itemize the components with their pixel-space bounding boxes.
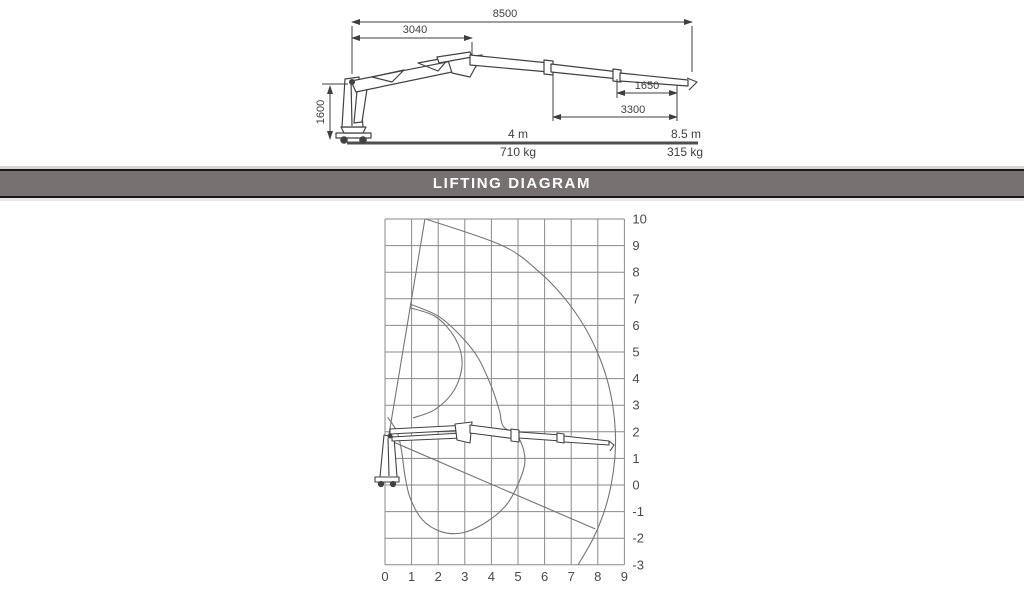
dim-column-height: 1600	[315, 99, 327, 125]
dim-extension-total: 3300	[620, 104, 646, 116]
dim-overall-length: 8500	[492, 8, 518, 20]
dim-first-boom: 3040	[402, 24, 428, 36]
lifting-diagram-section	[0, 200, 1024, 600]
section-banner	[0, 169, 1024, 198]
series-mid-extension-hook-envelope	[388, 304, 525, 534]
crane-dimension-drawing	[0, 0, 1024, 170]
y-axis-tick-labels	[632, 212, 646, 573]
x-axis-tick-labels	[381, 569, 628, 584]
svg-text:7: 7	[632, 291, 640, 307]
svg-text:2: 2	[434, 568, 442, 584]
svg-text:10: 10	[632, 211, 647, 227]
svg-text:0: 0	[381, 568, 389, 584]
chart-envelope-curves	[388, 219, 616, 565]
chart-grid	[385, 219, 624, 565]
lifting-chart-svg	[0, 200, 1024, 600]
series-min-radius-hook-envelope	[410, 308, 462, 418]
svg-text:0: 0	[632, 477, 640, 493]
capacity-label-710kg: 710 kg	[499, 145, 537, 159]
svg-text:1: 1	[407, 568, 416, 584]
svg-text:9: 9	[620, 568, 629, 584]
svg-text:-1: -1	[632, 504, 644, 520]
svg-text:4: 4	[487, 568, 496, 584]
svg-text:-3: -3	[632, 557, 644, 573]
series-max-reach-envelope	[426, 219, 616, 565]
svg-text:-2: -2	[632, 530, 644, 546]
svg-text:5: 5	[632, 344, 640, 360]
capacity-label-315kg: 315 kg	[666, 145, 704, 159]
reach-label-8-5m: 8.5 m	[670, 127, 702, 141]
svg-text:3: 3	[461, 568, 469, 584]
svg-text:5: 5	[514, 568, 522, 584]
svg-text:7: 7	[567, 568, 575, 584]
svg-text:2: 2	[632, 424, 640, 440]
svg-text:6: 6	[632, 317, 640, 333]
svg-text:4: 4	[632, 371, 640, 387]
series-boom-raised-limit-line	[389, 219, 425, 434]
svg-text:3: 3	[632, 397, 640, 413]
svg-text:8: 8	[594, 568, 602, 584]
svg-text:8: 8	[632, 264, 640, 280]
reach-label-4m: 4 m	[507, 127, 529, 141]
svg-text:1: 1	[632, 450, 640, 466]
section-banner-title: LIFTING DIAGRAM	[432, 175, 592, 192]
dim-second-extension: 1650	[634, 80, 660, 92]
svg-text:6: 6	[540, 568, 549, 584]
svg-text:9: 9	[632, 238, 640, 254]
